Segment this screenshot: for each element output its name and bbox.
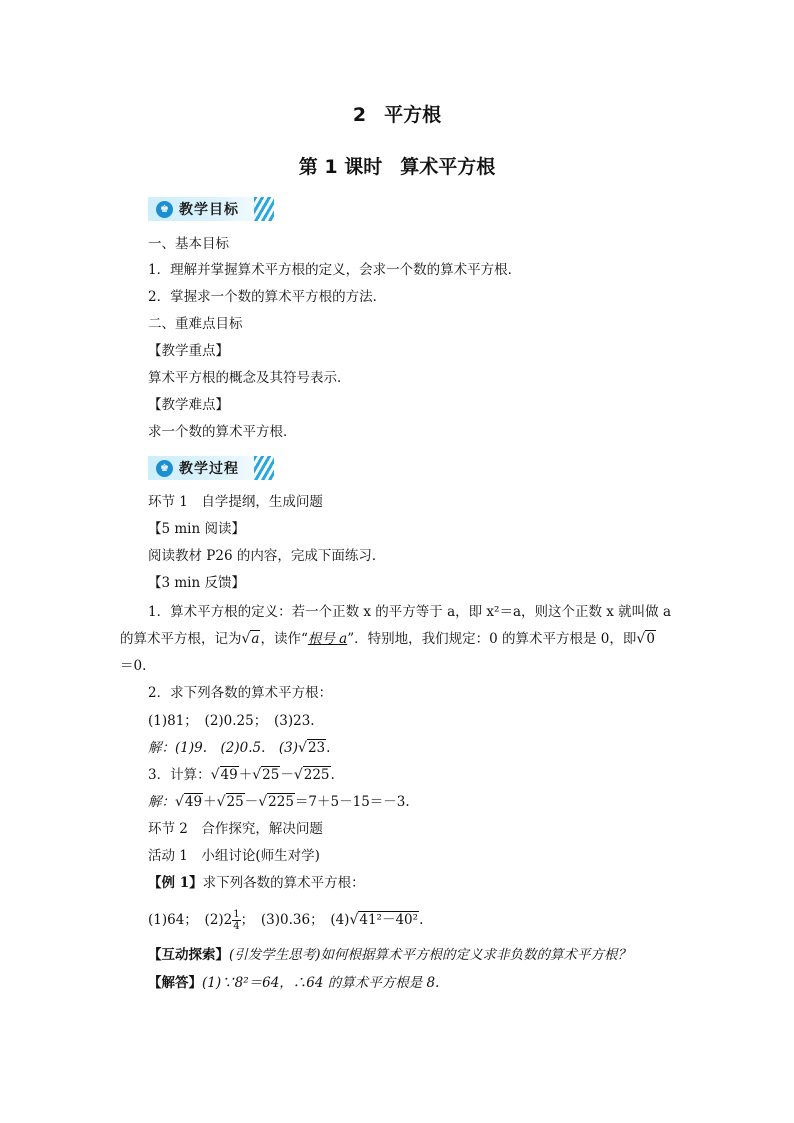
activity-1: 活动 1 小组讨论(师生对学) — [148, 848, 320, 864]
example-1: 【例 1】求下列各数的算术平方根： — [148, 875, 365, 891]
question-2: 2．求下列各数的算术平方根： — [148, 685, 333, 701]
process-banner — [148, 456, 274, 480]
question-3-answer: 解：√49＋√25－√225＝7＋5－15＝－3. — [148, 794, 410, 810]
section-name: 平方根 — [384, 104, 442, 126]
basic-goal-heading: 一、基本目标 — [148, 236, 229, 252]
goals-banner-label: 教学目标 — [179, 202, 239, 218]
trophy-icon: ♚ — [156, 460, 173, 477]
lesson-number: 第 1 课时 — [298, 156, 383, 178]
hard-point-text: 求一个数的算术平方根． — [148, 424, 297, 440]
banner-stripes — [254, 197, 274, 221]
basic-goal-1: 1．理解并掌握算术平方根的定义，会求一个数的算术平方根． — [148, 262, 522, 278]
key-goal-heading: 二、重难点目标 — [148, 316, 243, 332]
read-label: 【5 min 阅读】 — [148, 521, 245, 537]
banner-stripes — [254, 456, 274, 480]
read-text: 阅读教材 P26 的内容，完成下面练习． — [148, 548, 386, 564]
sqrt-a: √a — [241, 631, 260, 647]
lesson-topic: 算术平方根 — [400, 156, 496, 178]
question-1-line-b: 的算术平方根，记为√a，读作“根号 a”．特别地，我们规定：0 的算术平方根是 0，即√0 — [120, 631, 655, 647]
feedback-label: 【3 min 反馈】 — [148, 575, 245, 591]
step-1-heading: 环节 1 自学提纲，生成问题 — [148, 494, 323, 510]
question-1-line-c: ＝0. — [120, 658, 147, 674]
goals-banner — [148, 197, 274, 221]
step-2-heading: 环节 2 合作探究，解决问题 — [148, 821, 323, 837]
basic-goal-2: 2．掌握求一个数的算术平方根的方法． — [148, 289, 387, 305]
trophy-icon: ♚ — [156, 201, 173, 218]
question-2-answer: 解：(1)9. (2)0.5. (3)√23. — [148, 740, 331, 756]
key-point-text: 算术平方根的概念及其符号表示． — [148, 370, 351, 386]
answer-line: 【解答】(1)∵8²＝64，∴64 的算术平方根是 8. — [148, 975, 440, 991]
sqrt-0: √0 — [636, 631, 655, 647]
process-banner-label: 教学过程 — [179, 461, 239, 477]
hard-point-label: 【教学难点】 — [148, 397, 229, 413]
page-title — [0, 100, 794, 127]
key-point-label: 【教学重点】 — [148, 343, 229, 359]
mixed-fraction: $\frac{1}{4}$ — [233, 909, 240, 932]
example-1-items: (1)64； (2)2 $\frac{1}{4}$ ； (3)0.36； (4)√41²－40². — [148, 909, 424, 932]
lesson-title — [0, 152, 794, 179]
question-1-line-a: 1．算术平方根的定义：若一个正数 x 的平方等于 a，即 x²＝a，则这个正数 x 就叫做 a — [148, 604, 672, 620]
section-number: 2 — [352, 104, 367, 126]
fill-answer: 根号 a — [307, 631, 348, 647]
question-2-items: (1)81； (2)0.25； (3)23. — [148, 713, 315, 729]
explore-line: 【互动探索】(引发学生思考)如何根据算术平方根的定义求非负数的算术平方根？ — [148, 947, 632, 963]
question-3: 3．计算：√49＋√25－√225. — [148, 767, 335, 783]
